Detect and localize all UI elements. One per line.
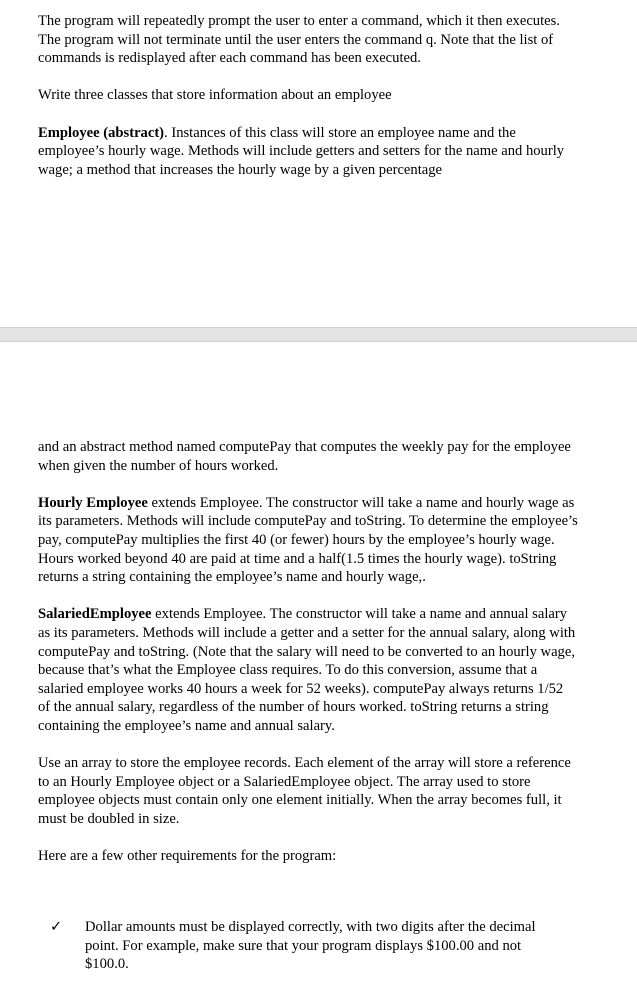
paragraph-continuation: and an abstract method named computePay that computes the weekly pay for the employee when given the number of hours worked.: [38, 439, 571, 474]
document-page-2: [0, 342, 637, 994]
paragraph-salaried-employee: [38, 605, 578, 735]
requirement-list-item: [50, 918, 540, 974]
paragraph-hourly-employee: [38, 494, 578, 587]
requirement-text: Dollar amounts must be displayed correctly, with two digits after the decimal point. For example, make sure that your program displays $100.00 and not $100.0.: [85, 919, 536, 973]
page-2-text: [38, 438, 578, 866]
checkmark-icon: ✓: [50, 919, 63, 935]
employee-heading: Employee (abstract): [38, 124, 165, 141]
paragraph-employee: [38, 124, 578, 180]
employee-description: . Instances of this class will store an employee name and the employee’s hourly wage. Methods will include getters and setters for the name and hourly wage; a method that increases the hourly wage by a given percentage: [38, 124, 565, 178]
salaried-heading: SalariedEmployee: [38, 606, 152, 623]
page-1-text: [38, 12, 578, 179]
document-page-1: [0, 0, 637, 327]
paragraph-requirements: Here are a few other requirements for the program:: [38, 848, 337, 865]
paragraph-classes: Write three classes that store information about an employee: [38, 87, 392, 104]
paragraph-commands: The program will repeatedly prompt the user to enter a command, which it then executes. The program will not terminate until the user enters the command q. Note that the list of commands is redisplayed after each command has been executed.: [38, 13, 560, 67]
page-break: [0, 327, 637, 342]
hourly-heading: Hourly Employee: [38, 494, 148, 511]
hourly-description: extends Employee. The constructor will take a name and hourly wage as its parameters. Methods will include computePay and toString. To determine the employee’s pay, computePay multiplies the first 40 (or fewer) hours by the employee’s hourly wage. Hours worked beyond 40 are paid at time and a half(1.5 times the hourly wage). toString returns a string containing the employee’s name and hourly wage,.: [38, 494, 578, 586]
paragraph-array: Use an array to store the employee records. Each element of the array will store a reference to an Hourly Employee object or a SalariedEmployee object. The array used to store employee objects must contain only one element initially. When the array becomes full, it must be doubled in size.: [38, 755, 571, 827]
salaried-description: extends Employee. The constructor will take a name and annual salary as its parameters. Methods will include a getter and a setter for the annual salary, along with computePay and toString. (Note that the salary will need to be converted to an hourly wage, because that’s what the Employee class requires. To do this conversion, assume that a salaried employee works 40 hours a week for 52 weeks). computePay always returns 1/52 of the annual salary, regardless of the number of hours worked. toString returns a string containing the employee’s name and annual salary.: [38, 606, 576, 734]
